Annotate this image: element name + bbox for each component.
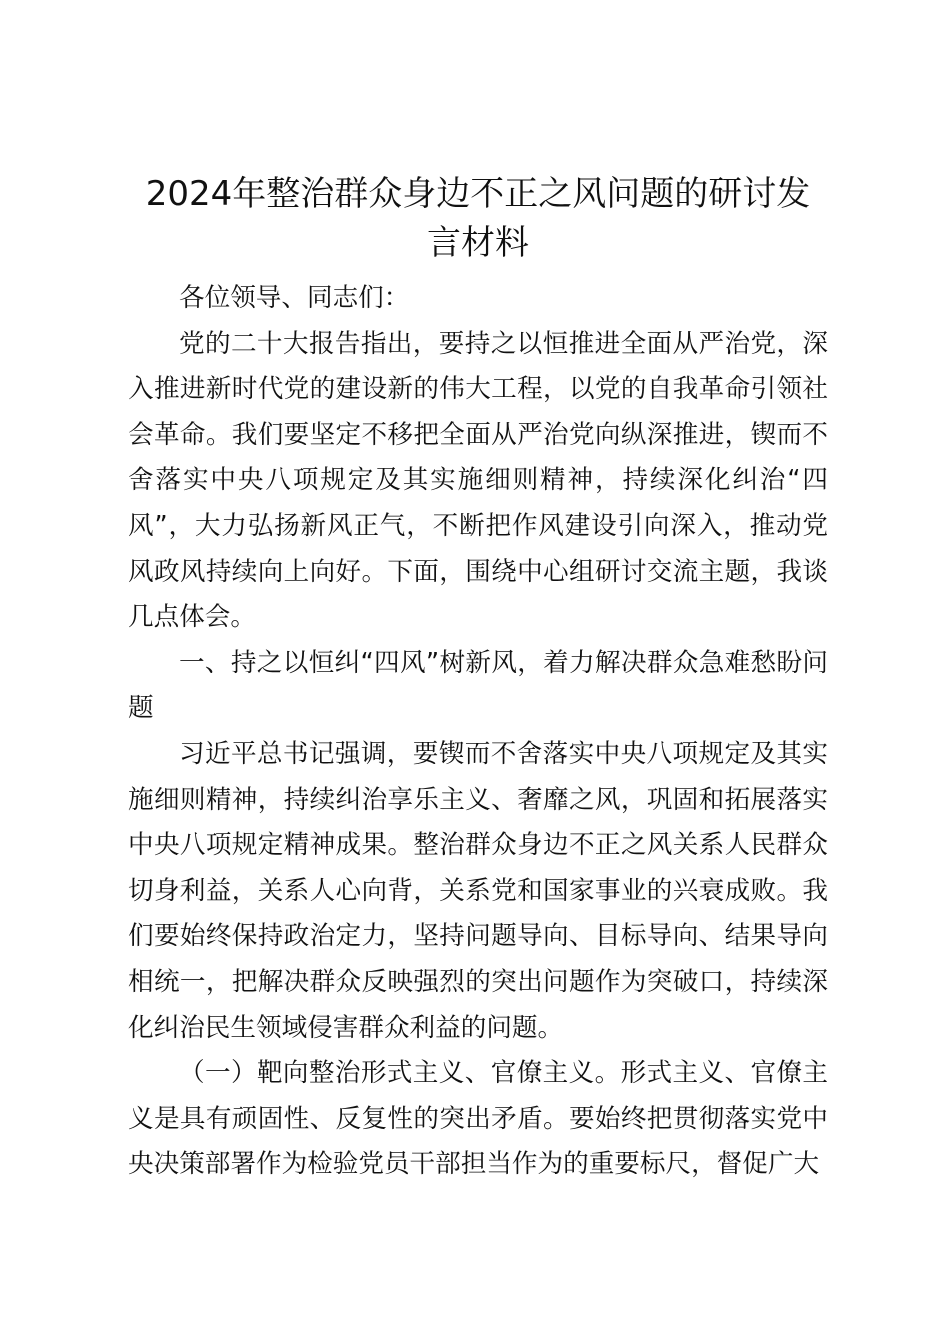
- title-line-1: 2024年整治群众身边不正之风问题的研讨发: [145, 174, 811, 214]
- salutation: 各位领导、同志们：: [179, 283, 410, 313]
- paragraph-intro: 党的二十大报告指出，要持之以恒推进全面从严治党，深入推进新时代党的建设新的伟大工程，以党的自我革命引领社会革命。我们要坚定不移把全面从严治党向纵深推进，锲而不舍落实中央八项规定及其实施细则精神，持续深化纠治“四风”，大力弘扬新风正气，不断把作风建设引向深入，推动党风政风持续向上向好。下面，围绕中心组研讨交流主题，我谈几点体会。: [128, 328, 828, 633]
- paragraph-subsection-1: （一）靶向整治形式主义、官僚主义。形式主义、官僚主义是具有顽固性、反复性的突出矛盾。要始终把贯彻落实党中央决策部署作为检验党员干部担当作为的重要标尺，督促广大: [128, 1058, 828, 1180]
- section-heading-1: 一、持之以恒纠“四风”树新风，着力解决群众急难愁盼问题: [128, 647, 828, 724]
- title-line-2: 言材料: [427, 223, 529, 263]
- document-page: [128, 170, 828, 1188]
- document-title: [128, 170, 828, 268]
- paragraph-section-1: 习近平总书记强调，要锲而不舍落实中央八项规定及其实施细则精神，持续纠治享乐主义、奢靡之风，巩固和拓展落实中央八项规定精神成果。整治群众身边不正之风关系人民群众切身利益，关系人心向背，关系党和国家事业的兴衰成败。我们要始终保持政治定力，坚持问题导向、目标导向、结果导向相统一，把解决群众反映强烈的突出问题作为突破口，持续深化纠治民生领域侵害群众利益的问题。: [128, 738, 828, 1043]
